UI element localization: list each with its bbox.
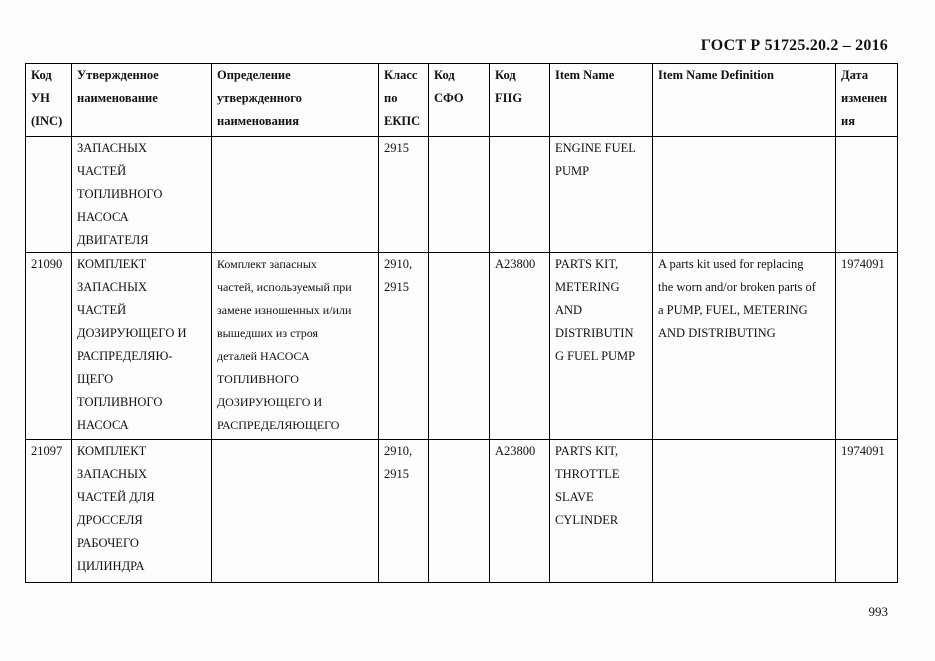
column-header-item-name-definition: Item Name Definition bbox=[653, 64, 836, 137]
cell-item-name: ENGINE FUEL PUMP bbox=[550, 137, 653, 253]
cell-approved-name: ЗАПАСНЫХ ЧАСТЕЙ ТОПЛИВНОГО НАСОСА ДВИГАТЕЛЯ bbox=[72, 137, 212, 253]
cell-inc: 21097 bbox=[26, 440, 72, 583]
cell-item-name-definition bbox=[653, 440, 836, 583]
cell-fiig-code: A23800 bbox=[490, 253, 550, 440]
page-number: 993 bbox=[868, 604, 888, 619]
cell-sfo-code bbox=[429, 137, 490, 253]
table-row bbox=[26, 137, 898, 253]
cell-inc: 21090 bbox=[26, 253, 72, 440]
cell-ekps-class: 2910, 2915 bbox=[379, 440, 429, 583]
document-standard-header: ГОСТ Р 51725.20.2 – 2016 bbox=[700, 37, 888, 54]
cell-approved-name: КОМПЛЕКТ ЗАПАСНЫХ ЧАСТЕЙ ДОЗИРУЮЩЕГО И РАСПРЕДЕЛЯЮ- ЩЕГО ТОПЛИВНОГО НАСОСА bbox=[72, 253, 212, 440]
cell-definition bbox=[212, 137, 379, 253]
column-header-definition: Определение утвержденного наименования bbox=[212, 64, 379, 137]
cell-fiig-code bbox=[490, 137, 550, 253]
cell-approved-name: КОМПЛЕКТ ЗАПАСНЫХ ЧАСТЕЙ ДЛЯ ДРОССЕЛЯ РАБОЧЕГО ЦИЛИНДРА bbox=[72, 440, 212, 583]
cell-item-name-definition bbox=[653, 137, 836, 253]
cell-definition bbox=[212, 440, 379, 583]
cell-item-name: PARTS KIT, METERING AND DISTRIBUTIN G FUEL PUMP bbox=[550, 253, 653, 440]
table-header-row bbox=[26, 64, 898, 137]
column-header-sfo-code: Код СФО bbox=[429, 64, 490, 137]
cell-item-name: PARTS KIT, THROTTLE SLAVE CYLINDER bbox=[550, 440, 653, 583]
cell-ekps-class: 2910, 2915 bbox=[379, 253, 429, 440]
cell-change-date: 1974091 bbox=[836, 253, 898, 440]
cell-change-date bbox=[836, 137, 898, 253]
cell-sfo-code bbox=[429, 440, 490, 583]
cell-sfo-code bbox=[429, 253, 490, 440]
cell-ekps-class: 2915 bbox=[379, 137, 429, 253]
column-header-fiig-code: Код FIIG bbox=[490, 64, 550, 137]
cell-definition: Комплект запасных частей, используемый при замене изношенных и/или вышедших из строя деталей НАСОСА ТОПЛИВНОГО ДОЗИРУЮЩЕГО И РАСПРЕДЕЛЯЮЩЕГО bbox=[212, 253, 379, 440]
table-row bbox=[26, 440, 898, 583]
inc-table bbox=[25, 63, 898, 583]
cell-item-name-definition: A parts kit used for replacing the worn and/or broken parts of a PUMP, FUEL, METERING AND DISTRIBUTING bbox=[653, 253, 836, 440]
cell-inc bbox=[26, 137, 72, 253]
column-header-inc: Код УН (INC) bbox=[26, 64, 72, 137]
cell-change-date: 1974091 bbox=[836, 440, 898, 583]
column-header-approved-name: Утвержденное наименование bbox=[72, 64, 212, 137]
table-row bbox=[26, 253, 898, 440]
cell-fiig-code: A23800 bbox=[490, 440, 550, 583]
column-header-change-date: Дата изменен ия bbox=[836, 64, 898, 137]
column-header-item-name: Item Name bbox=[550, 64, 653, 137]
column-header-ekps-class: Класс по ЕКПС bbox=[379, 64, 429, 137]
